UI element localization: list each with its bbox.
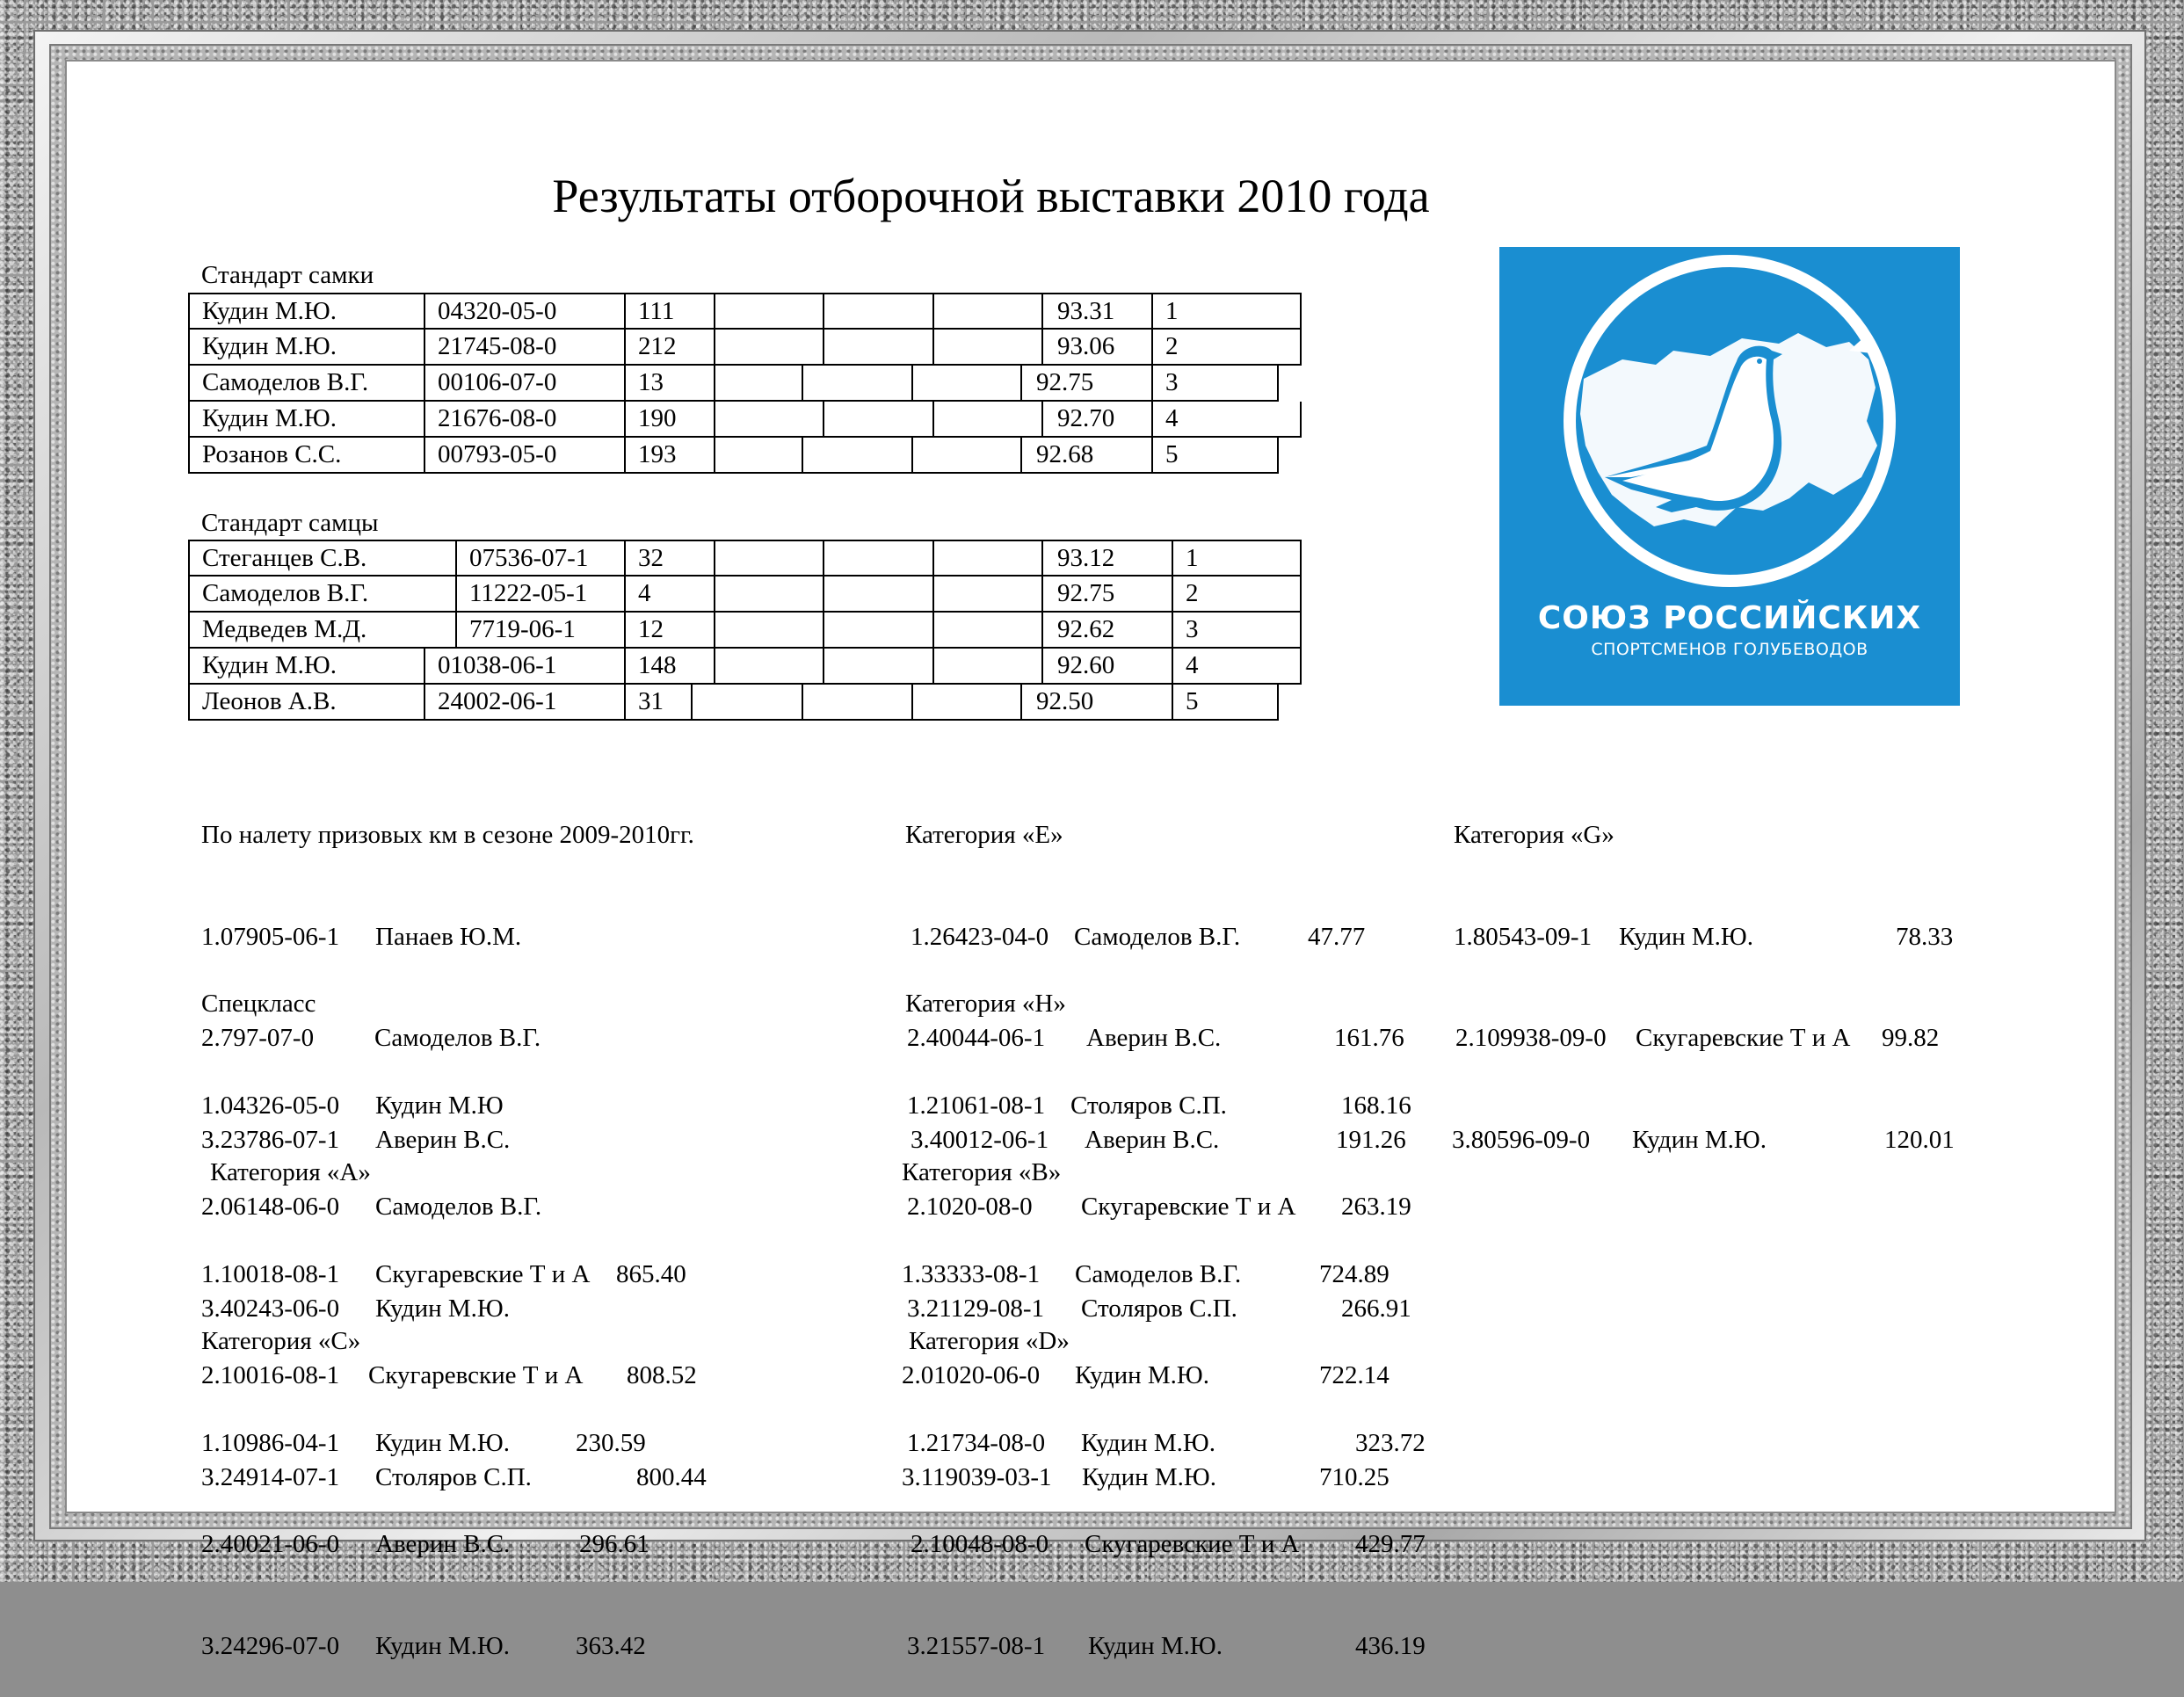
list-item	[905, 1527, 1426, 1562]
value: 263.19	[1341, 1193, 1411, 1221]
place: 3	[1172, 613, 1302, 647]
owner-name: Кудин М.Ю.	[1075, 1361, 1209, 1389]
category-title: Категория «D»	[909, 1327, 1070, 1355]
ring-number: 3.23786-07-1	[201, 1125, 340, 1154]
place: 2	[1172, 577, 1302, 611]
catalog-number: 31	[624, 685, 691, 719]
ring-number: 2.06148-06-0	[201, 1193, 340, 1221]
owner-name: Кудин М.Ю.	[202, 651, 337, 679]
category-title: По налету призовых км в сезоне 2009-2010гг.	[201, 821, 694, 849]
ring-number: 3.119039-03-1	[902, 1462, 1052, 1491]
empty-cell	[932, 294, 1041, 328]
empty-cell	[932, 649, 1041, 683]
empty-cell	[691, 685, 802, 719]
score: 92.62	[1041, 613, 1172, 647]
category-title: Категория «В»	[902, 1158, 1062, 1186]
owner-name: Кудин М.Ю.	[375, 1294, 510, 1323]
category-g-block	[1452, 751, 1955, 1191]
list-item	[1452, 1123, 1955, 1157]
logo-line-1: СОЮЗ РОССИЙСКИХ	[1537, 600, 1922, 636]
value: 722.14	[1319, 1361, 1389, 1389]
owner-name: Кудин М.Ю.	[202, 297, 337, 325]
empty-cell	[932, 541, 1041, 575]
ring-number: 1.21734-08-0	[907, 1428, 1046, 1457]
owner-name: Леонов А.В.	[202, 687, 337, 715]
owner-name: Самоделов В.Г.	[1074, 922, 1241, 951]
ring-number: 3.40243-06-0	[201, 1294, 340, 1323]
ring-number: 2.1020-08-0	[907, 1193, 1033, 1221]
value: 99.82	[1882, 1024, 1940, 1052]
value: 429.77	[1355, 1530, 1426, 1558]
owner-name: Кудин М.Ю	[375, 1091, 504, 1120]
empty-cell	[823, 330, 932, 364]
owner-name: Кудин М.Ю.	[1619, 922, 1753, 951]
score: 93.31	[1041, 294, 1151, 328]
empty-cell	[714, 577, 823, 611]
ring-number: 2.10016-08-1	[201, 1361, 340, 1389]
ring-number: 07536-07-1	[455, 541, 624, 575]
ring-number: 01038-06-1	[424, 649, 624, 683]
owner-name: Самоделов В.Г.	[1075, 1259, 1242, 1288]
list-item	[905, 1629, 1426, 1664]
owner-name: Кудин М.Ю.	[202, 332, 337, 360]
owner-name: Скугаревские Т и А	[375, 1259, 591, 1288]
value: 808.52	[627, 1361, 697, 1389]
ring-number: 2.40021-06-0	[201, 1530, 340, 1558]
table-row	[188, 293, 1302, 330]
place: 4	[1172, 649, 1302, 683]
value: 230.59	[576, 1428, 646, 1457]
value: 710.25	[1319, 1462, 1389, 1491]
empty-cell	[911, 366, 1020, 400]
empty-cell	[932, 613, 1041, 647]
table-row	[188, 330, 1302, 366]
catalog-number: 32	[624, 541, 714, 575]
empty-cell	[802, 685, 911, 719]
ring-number: 3.80596-09-0	[1452, 1125, 1591, 1154]
owner-name: Столяров С.П.	[375, 1462, 532, 1491]
ring-number: 00793-05-0	[424, 438, 624, 472]
empty-cell	[823, 613, 932, 647]
empty-cell	[932, 402, 1041, 436]
ring-number: 3.40012-06-1	[911, 1125, 1049, 1154]
ring-number: 1.10986-04-1	[201, 1428, 340, 1457]
place: 2	[1151, 330, 1302, 364]
pigeon-union-logo	[1499, 247, 1960, 706]
value: 47.77	[1308, 922, 1366, 951]
logo-line-2: СПОРТСМЕНОВ ГОЛУБЕВОДОВ	[1591, 640, 1868, 659]
score: 92.60	[1041, 649, 1172, 683]
owner-name: Самоделов В.Г.	[202, 368, 369, 396]
category-title: Категория «Н»	[905, 990, 1066, 1018]
empty-cell	[714, 438, 802, 472]
ring-number: 1.26423-04-0	[911, 922, 1049, 951]
ring-number: 2.01020-06-0	[902, 1361, 1041, 1389]
owner-name: Розанов С.С.	[202, 440, 342, 468]
owner-name: Аверин В.С.	[375, 1125, 511, 1154]
place: 1	[1172, 541, 1302, 575]
table-row	[188, 649, 1302, 685]
owner-name: Кудин М.Ю.	[202, 404, 337, 432]
place: 5	[1151, 438, 1279, 472]
category-title: Спецкласс	[201, 990, 316, 1018]
value: 436.19	[1355, 1631, 1426, 1660]
empty-cell	[802, 438, 911, 472]
empty-cell	[823, 541, 932, 575]
pigeon-map-icon	[1499, 247, 1960, 706]
table-row	[188, 540, 1302, 577]
score: 92.50	[1020, 685, 1172, 719]
place: 3	[1151, 366, 1279, 400]
value: 266.91	[1341, 1294, 1411, 1323]
empty-cell	[714, 294, 823, 328]
list-item	[1454, 920, 1954, 954]
ring-number: 2.797-07-0	[201, 1024, 315, 1052]
value: 724.89	[1319, 1259, 1389, 1288]
catalog-number: 12	[624, 613, 714, 647]
empty-cell	[714, 649, 823, 683]
value: 800.44	[636, 1462, 707, 1491]
catalog-number: 4	[624, 577, 714, 611]
value: 296.61	[579, 1530, 649, 1558]
owner-name: Самоделов В.Г.	[374, 1024, 541, 1052]
owner-name: Кудин М.Ю.	[375, 1631, 510, 1660]
empty-cell	[714, 613, 823, 647]
ring-number: 11222-05-1	[455, 577, 624, 611]
value: 191.26	[1336, 1125, 1406, 1154]
owner-name: Кудин М.Ю.	[1081, 1428, 1215, 1457]
owner-name: Столяров С.П.	[1070, 1091, 1227, 1120]
empty-cell	[932, 330, 1041, 364]
owner-name: Аверин В.С.	[1086, 1024, 1222, 1052]
list-item	[201, 1426, 646, 1461]
score: 93.06	[1041, 330, 1151, 364]
list-item	[201, 1629, 646, 1664]
owner-name: Самоделов В.Г.	[202, 579, 369, 607]
empty-cell	[823, 649, 932, 683]
table-row	[188, 366, 1279, 402]
ring-number: 3.21557-08-1	[907, 1631, 1046, 1660]
table-row	[188, 685, 1279, 721]
page-title	[0, 170, 2184, 222]
score: 92.68	[1020, 438, 1151, 472]
value: 168.16	[1341, 1091, 1411, 1120]
category-title: Категория «Е»	[905, 821, 1063, 849]
owner-name: Стеганцев С.В.	[202, 544, 367, 572]
catalog-number: 190	[624, 402, 714, 436]
category-title: Категория «G»	[1454, 821, 1614, 849]
owner-name: Самоделов В.Г.	[375, 1193, 542, 1221]
ring-number: 24002-06-1	[424, 685, 624, 719]
empty-cell	[714, 541, 823, 575]
ring-number: 21676-08-0	[424, 402, 624, 436]
ring-number: 7719-06-1	[455, 613, 624, 647]
catalog-number: 193	[624, 438, 714, 472]
list-item	[201, 1527, 649, 1562]
score: 92.75	[1041, 577, 1172, 611]
value: 865.40	[616, 1259, 686, 1288]
page-title-text: Результаты отборочной выставки 2010 года	[552, 170, 1430, 222]
ring-number: 1.21061-08-1	[907, 1091, 1046, 1120]
empty-cell	[932, 577, 1041, 611]
owner-name: Кудин М.Ю.	[1632, 1125, 1767, 1154]
ring-number: 21745-08-0	[424, 330, 624, 364]
catalog-number: 148	[624, 649, 714, 683]
value: 78.33	[1896, 922, 1954, 951]
owner-name: Скугаревские Т и А	[1085, 1530, 1300, 1558]
value: 323.72	[1355, 1428, 1426, 1457]
table-row	[188, 613, 1302, 649]
value: 363.42	[576, 1631, 646, 1660]
owner-name: Скугаревские Т и А	[1636, 1024, 1851, 1052]
score: 93.12	[1041, 541, 1172, 575]
score: 92.75	[1020, 366, 1151, 400]
place: 5	[1172, 685, 1279, 719]
ring-number: 2.40044-06-1	[907, 1024, 1046, 1052]
score: 92.70	[1041, 402, 1151, 436]
value: 161.76	[1334, 1024, 1404, 1052]
owner-name: Столяров С.П.	[1081, 1294, 1237, 1323]
catalog-number: 13	[624, 366, 714, 400]
standard-males-caption: Стандарт самцы	[201, 509, 379, 537]
catalog-number: 212	[624, 330, 714, 364]
empty-cell	[802, 366, 911, 400]
owner-name: Аверин В.С.	[375, 1530, 511, 1558]
ring-number: 04320-05-0	[424, 294, 624, 328]
ring-number: 3.24914-07-1	[201, 1462, 340, 1491]
table-row	[188, 438, 1279, 474]
owner-name: Аверин В.С.	[1085, 1125, 1220, 1154]
owner-name: Медведев М.Д.	[202, 615, 367, 643]
place: 1	[1151, 294, 1302, 328]
ring-number: 2.10048-08-0	[911, 1530, 1049, 1558]
standard-males-table	[188, 540, 1302, 721]
value: 120.01	[1884, 1125, 1955, 1154]
category-title: Категория «С»	[201, 1327, 361, 1355]
owner-name: Кудин М.Ю.	[1088, 1631, 1223, 1660]
empty-cell	[823, 294, 932, 328]
place: 4	[1151, 402, 1302, 436]
owner-name: Скугаревские Т и А	[368, 1361, 584, 1389]
owner-name: Кудин М.Ю.	[1082, 1462, 1216, 1491]
ring-number: 1.07905-06-1	[201, 922, 340, 951]
empty-cell	[714, 402, 823, 436]
ring-number: 2.109938-09-0	[1455, 1024, 1607, 1052]
ring-number: 1.33333-08-1	[902, 1259, 1041, 1288]
empty-cell	[911, 438, 1020, 472]
owner-name: Панаев Ю.М.	[375, 922, 522, 951]
category-title: Категория «А»	[210, 1158, 371, 1186]
empty-cell	[714, 330, 823, 364]
table-row	[188, 402, 1302, 438]
empty-cell	[823, 577, 932, 611]
owner-name: Скугаревские Т и А	[1081, 1193, 1296, 1221]
ring-number: 1.10018-08-1	[201, 1259, 340, 1288]
list-item	[1454, 1021, 1940, 1055]
ring-number: 3.24296-07-0	[201, 1631, 340, 1660]
standard-females-table	[188, 293, 1302, 474]
table-row	[188, 577, 1302, 613]
list-item	[905, 1426, 1426, 1461]
standard-females-caption: Стандарт самки	[201, 261, 374, 289]
empty-cell	[823, 402, 932, 436]
ring-number: 1.80543-09-1	[1454, 922, 1593, 951]
ring-number: 1.04326-05-0	[201, 1091, 340, 1120]
ring-number: 00106-07-0	[424, 366, 624, 400]
catalog-number: 111	[624, 294, 714, 328]
owner-name: Кудин М.Ю.	[375, 1428, 510, 1457]
empty-cell	[911, 685, 1020, 719]
empty-cell	[714, 366, 802, 400]
ring-number: 3.21129-08-1	[907, 1294, 1044, 1323]
